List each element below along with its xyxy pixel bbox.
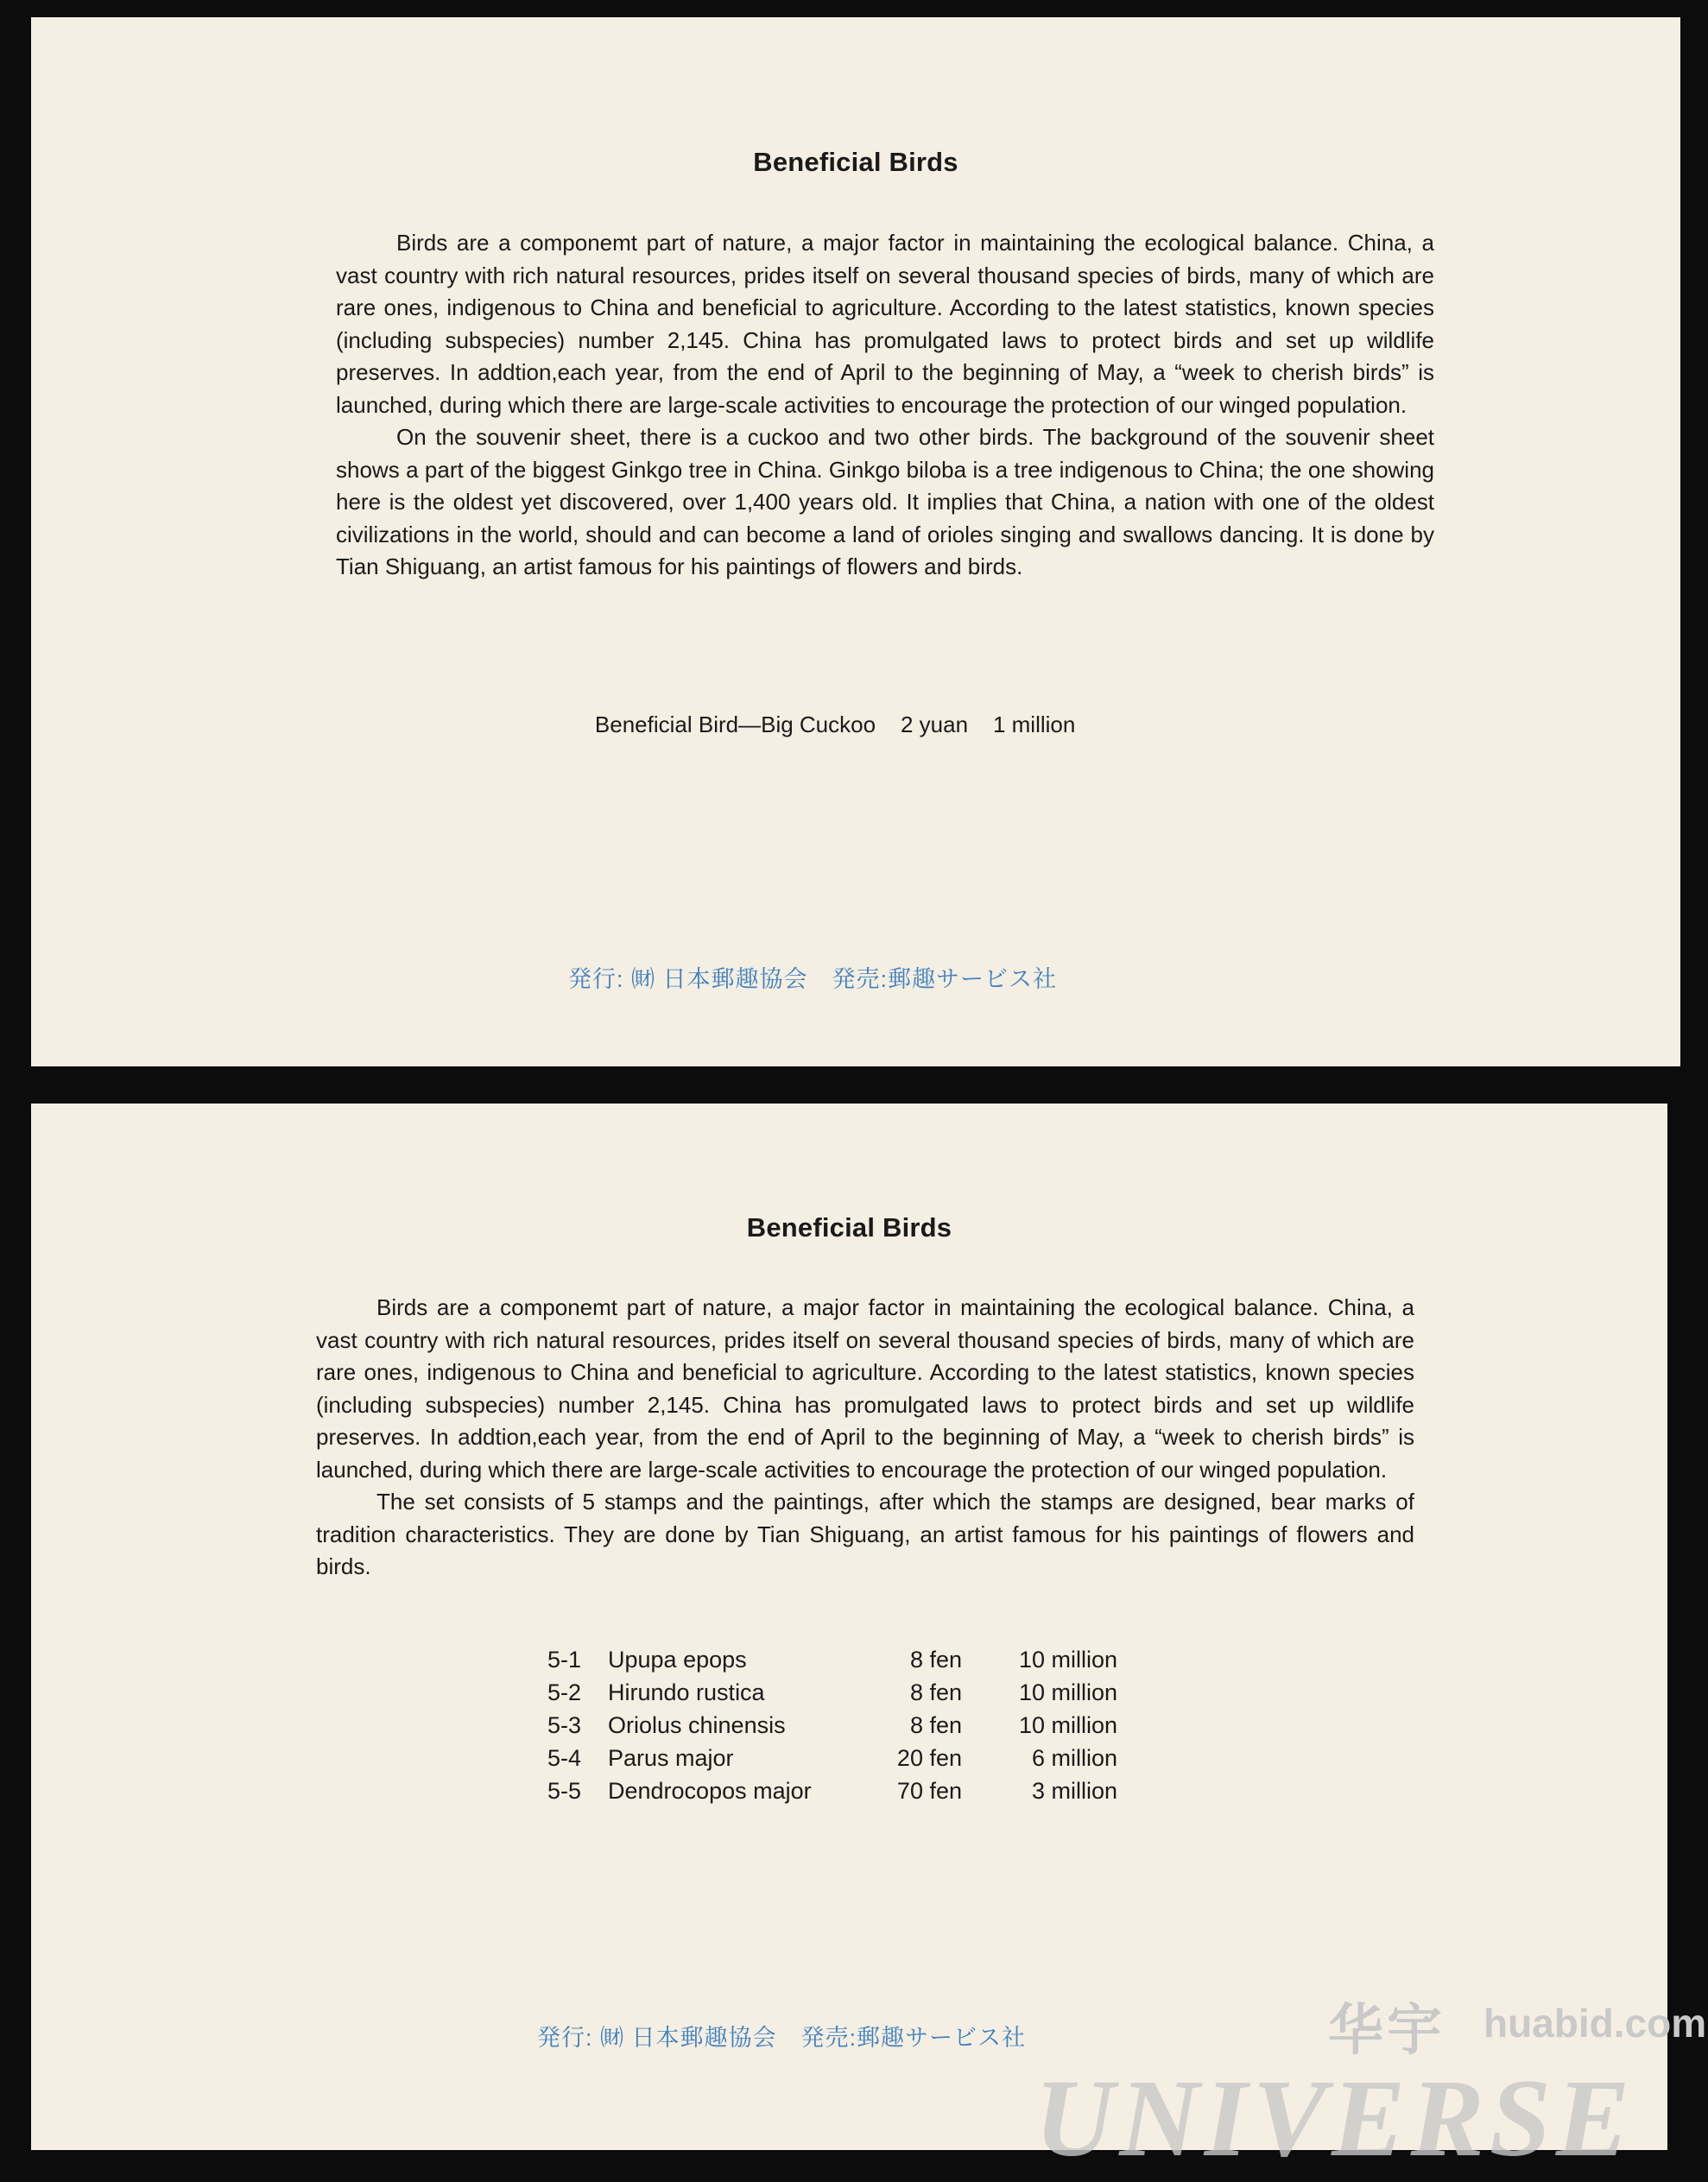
stamp-name: Oriolus chinensis (608, 1711, 786, 1738)
stamp-quantity: 6 million (1031, 1744, 1117, 1771)
stamp-quantity: 10 million (1018, 1679, 1117, 1705)
watermark-chinese: 华宇 (1328, 1999, 1445, 2061)
body-paragraph: Birds are a componemt part of nature, a major factor in maintaining the ecological balance. China, a vast country with rich natural resources, prides itself on several thousand species of birds, many of which are rare ones, indigenous to China and beneficial to agriculture. According to the latest statistics, known species (including subspecies) number 2,145. China has promulgated laws to protect birds and set up wildlife preserves. In addtion,each year, from the end of April to the beginning of May, a “week to cherish birds” is launched, during which there are large-scale activities to encourage the protection of our winged population. (336, 230, 1434, 418)
stamp-set-card (31, 1104, 1667, 2150)
stamp-number: 5-4 (547, 1744, 582, 1771)
stamp-value: 8 fen (909, 1679, 962, 1705)
stamp-number: 5-1 (547, 1646, 582, 1673)
stamp-quantity: 10 million (1018, 1646, 1117, 1673)
stamp-number: 5-2 (547, 1679, 582, 1705)
stamp-name: Upupa epops (608, 1646, 747, 1673)
card-body (336, 227, 1434, 584)
stamp-number: 5-5 (547, 1777, 582, 1804)
stamp-name: Hirundo rustica (608, 1679, 765, 1705)
issue-quantity: 1 million (992, 712, 1076, 737)
stamp-list (547, 1643, 1117, 1807)
stamp-number: 5-3 (547, 1711, 582, 1738)
issue-line (570, 685, 1075, 765)
body-paragraph: The set consists of 5 stamps and the paintings, after which the stamps are designed, bear marks of tradition characteristics. They are done by Tian Shiguang, an artist famous for his paintings of flowers and birds. (316, 1489, 1414, 1579)
card-title: Beneficial Birds (746, 1212, 952, 1243)
table-row (547, 1643, 1117, 1676)
stamp-value: 8 fen (909, 1711, 962, 1738)
souvenir-sheet-card (31, 17, 1680, 1066)
stamp-name: Dendrocopos major (608, 1777, 812, 1804)
publisher-line: 発行: ㈶ 日本郵趣協会 発売:郵趣サービス社 (568, 966, 1058, 992)
body-paragraph: Birds are a componemt part of nature, a major factor in maintaining the ecological balance. China, a vast country with rich natural resources, prides itself on several thousand species of birds, many of which are rare ones, indigenous to China and beneficial to agriculture. According to the latest statistics, known species (including subspecies) number 2,145. China has promulgated laws to protect birds and set up wildlife preserves. In addtion,each year, from the end of April to the beginning of May, a “week to cherish birds” is launched, during which there are large-scale activities to encourage the protection of our winged population. (316, 1294, 1414, 1483)
stamp-name: Parus major (608, 1744, 734, 1771)
stamp-quantity: 3 million (1031, 1777, 1117, 1804)
body-paragraph: On the souvenir sheet, there is a cuckoo and two other birds. The background of the souvenir sheet shows a part of the biggest Ginkgo tree in China. Ginkgo biloba is a tree indigenous to China; the one showing here is the oldest yet discovered, over 1,400 years old. It implies that China, a nation with one of the oldest civilizations in the world, should and can become a land of orioles singing and swallows dancing. It is done by Tian Shiguang, an artist famous for his paintings of flowers and birds. (336, 424, 1434, 579)
card-title: Beneficial Birds (753, 147, 958, 177)
issue-name: Beneficial Bird—Big Cuckoo (594, 712, 876, 737)
table-row (547, 1774, 1117, 1807)
issue-value: 2 yuan (900, 712, 969, 737)
card-body (316, 1292, 1414, 1584)
stamp-value: 20 fen (896, 1744, 962, 1771)
stamp-value: 70 fen (896, 1777, 962, 1804)
stamp-quantity: 10 million (1018, 1711, 1117, 1738)
table-row (547, 1709, 1117, 1742)
stamp-value: 8 fen (909, 1646, 962, 1673)
publisher-line: 発行: ㈶ 日本郵趣協会 発売:郵趣サービス社 (537, 2025, 1027, 2051)
table-row (547, 1676, 1117, 1709)
watermark-brand: UNIVERSE (1034, 2057, 1635, 2179)
watermark-url: huabid.com (1483, 2001, 1707, 2046)
table-row (547, 1742, 1117, 1774)
